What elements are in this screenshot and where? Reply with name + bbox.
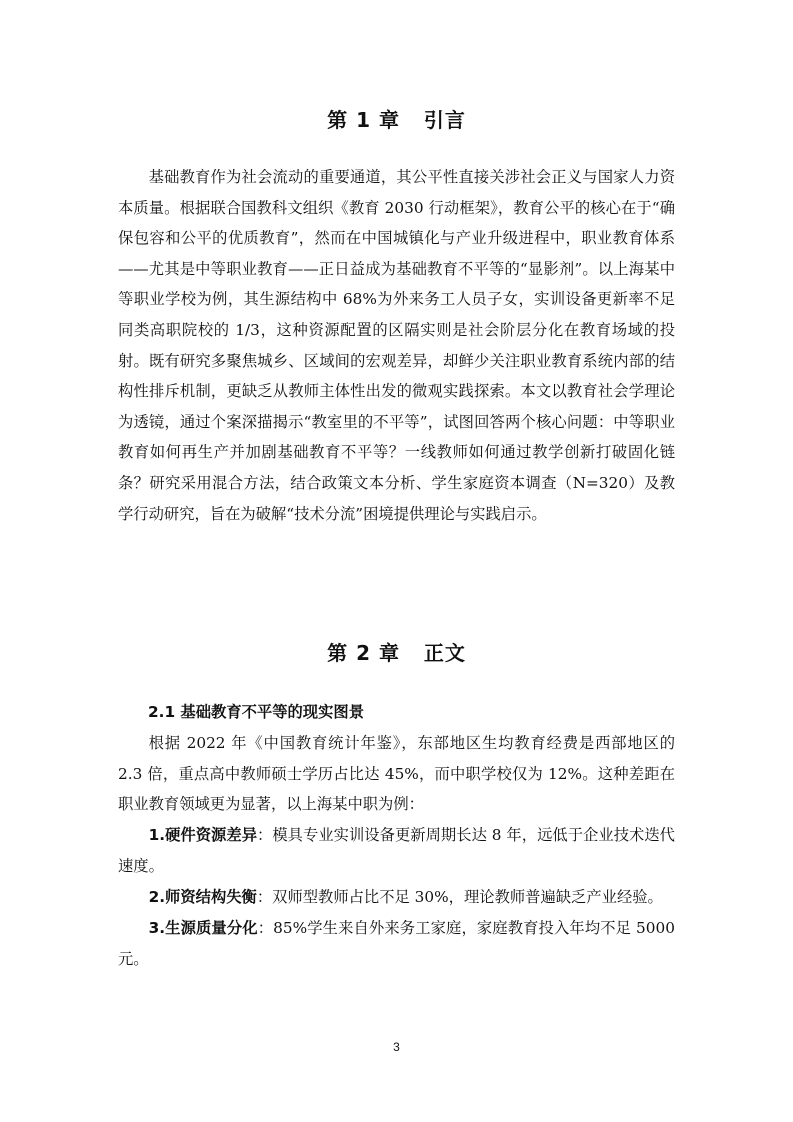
list-item-lead: 3.生源质量分化 bbox=[148, 919, 258, 937]
list-item-text: ：模具专业实训设备更新周期长达 8 年，远低于企业技术迭代速度。 bbox=[118, 826, 675, 875]
chapter-2-title: 第 2 章 正文 bbox=[327, 641, 466, 665]
list-item bbox=[118, 820, 675, 881]
list-item-lead: 2.师资结构失衡 bbox=[148, 888, 257, 906]
list-item-text: ：85%学生来自外来务工家庭，家庭教育投入年均不足 5000 元。 bbox=[118, 919, 675, 968]
chapter-1-title: 第 1 章 引言 bbox=[327, 108, 466, 132]
list-item-lead: 1.硬件资源差异 bbox=[148, 826, 258, 844]
section-2-1-title: 2.1 基础教育不平等的现实图景 bbox=[148, 703, 364, 721]
list-item-text: ：双师型教师占比不足 30%，理论教师普遍缺乏产业经验。 bbox=[256, 888, 663, 906]
page-number: 3 bbox=[393, 1040, 400, 1054]
chapter-1-paragraph: 基础教育作为社会流动的重要通道，其公平性直接关涉社会正义与国家人力资本质量。根据联合国教科文组织《教育 2030 行动框架》，教育公平的核心在于“确保包容和公平的优质教育”，然而在中国城镇化与产业升级进程中，职业教育体系——尤其是中等职业教育——正日益成为基础教育不平等的“显影剂”。以上海某中等职业学校为例，其生源结构中 68%为外来务工人员子女，实训设备更新率不足同类高职院校的 1/3，这种资源配置的区隔实则是社会阶层分化在教育场域的投射。既有研究多聚焦城乡、区域间的宏观差异，却鲜少关注职业教育系统内部的结构性排斥机制，更缺乏从教师主体性出发的微观实践探索。本文以教育社会学理论为透镜，通过个案深描揭示“教室里的不平等”，试图回答两个核心问题：中等职业教育如何再生产并加剧基础教育不平等？一线教师如何通过教学创新打破固化链条？研究采用混合方法，结合政策文本分析、学生家庭资本调查（N=320）及教学行动研究，旨在为破解“技术分流”困境提供理论与实践启示。 bbox=[118, 168, 675, 523]
section-2-1-intro: 根据 2022 年《中国教育统计年鉴》，东部地区生均教育经费是西部地区的 2.3 倍，重点高中教师硕士学历占比达 45%，而中职学校仅为 12%。这种差距在职业教育领域更为显著，以上海某中职为例： bbox=[118, 734, 675, 814]
list-item bbox=[118, 882, 675, 913]
list-item bbox=[118, 913, 675, 974]
